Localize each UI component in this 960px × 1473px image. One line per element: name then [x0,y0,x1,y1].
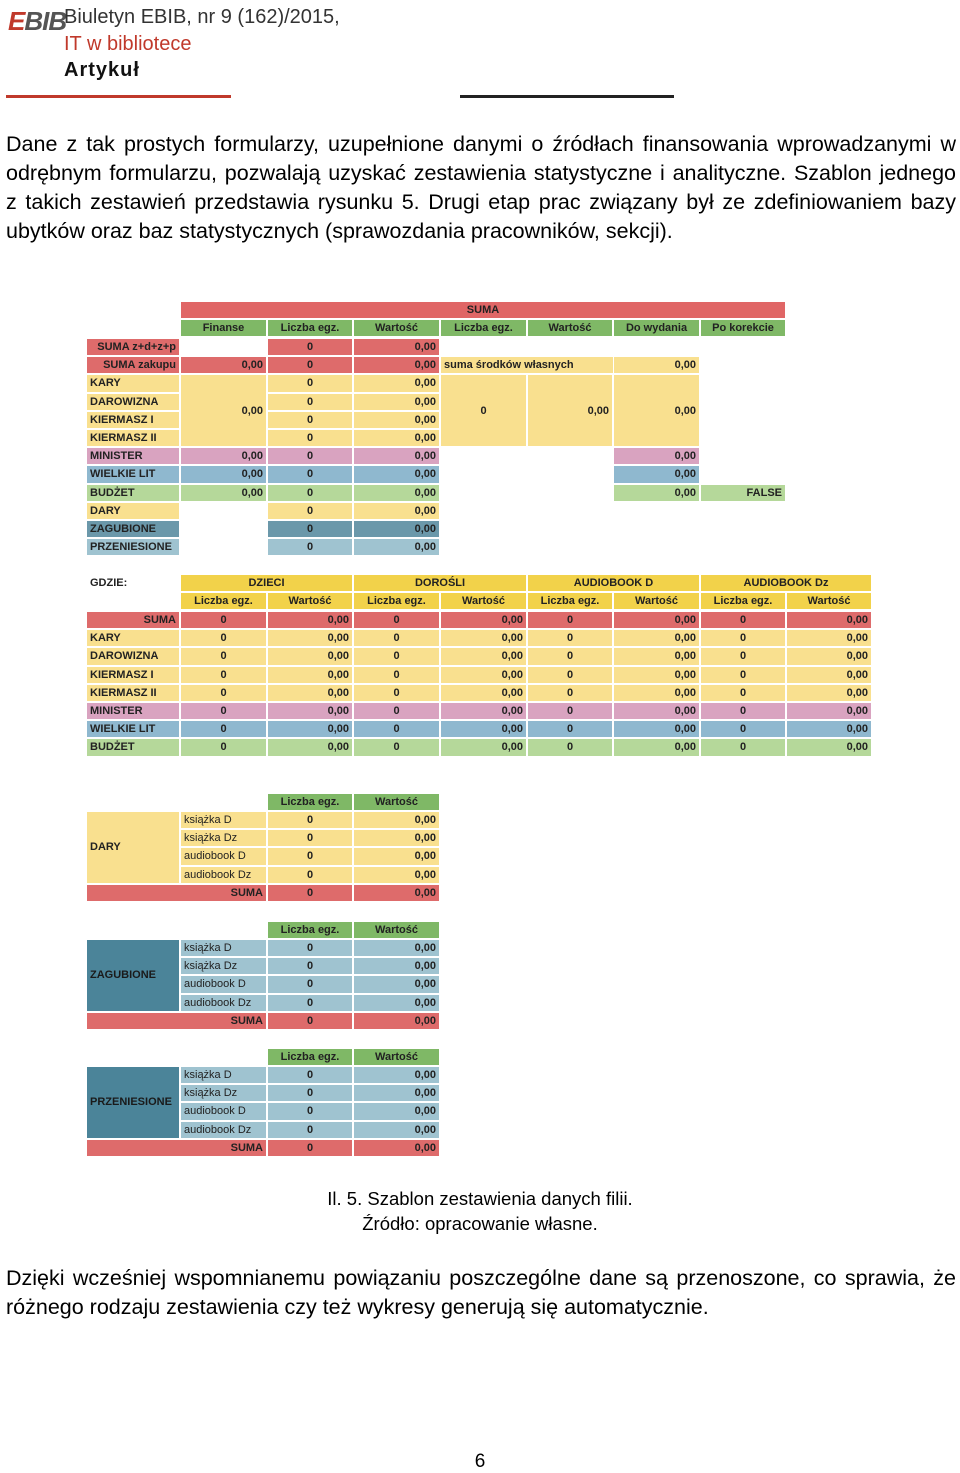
t1-row-label: SUMA z+d+z+p [86,338,180,356]
t2-value: 0 [353,738,440,756]
t1-own-funds-value: 0,00 [613,356,700,374]
t2-value: 0,00 [786,666,872,684]
small-table-count: 0 [267,975,353,993]
t2-value: 0 [527,720,613,738]
t2-group-header: AUDIOBOOK Dz [700,574,872,592]
t2-value: 0,00 [440,629,527,647]
t2-value: 0,00 [786,702,872,720]
small-table-count: 0 [267,847,353,865]
t1-count: 0 [267,356,353,374]
t2-value: 0 [700,684,786,702]
t2-value: 0,00 [786,629,872,647]
t2-value: 0,00 [267,647,353,665]
t2-value: 0 [180,647,267,665]
t1-count: 0 [267,374,353,392]
t1-count: 0 [267,538,353,556]
paragraph-intro: Dane z tak prostych formularzy, uzupełnione danymi o źródłach finansowania wprowadzanymi w odrębnym formularzu, pozwalają uzyskać zestawienia statystyczne i analityczne. Szablon jednego z takich zestawień przedstawia rysunku 5. Drugi etap prac związany był ze zdefiniowaniem bazy ubytków oraz baz statystycznych (sprawozdania pracowników, sekcji). [6,132,956,243]
t2-value: 0,00 [613,629,700,647]
t2-sub-header: Liczba egz. [180,592,267,610]
t2-value: 0 [353,629,440,647]
small-table-header: Wartość [353,921,440,939]
small-table-suma-label: SUMA [86,1012,267,1030]
t2-value: 0,00 [613,702,700,720]
t1-finanse: 0,00 [180,356,267,374]
small-table-suma-value: 0,00 [353,1139,440,1157]
small-table-count: 0 [267,866,353,884]
t1-finanse: 0,00 [180,484,267,502]
t1-row-label: BUDŻET [86,484,180,502]
t2-value: 0,00 [267,720,353,738]
t1-count: 0 [267,484,353,502]
t1-count: 0 [267,338,353,356]
t2-value: 0 [180,629,267,647]
t2-value: 0 [180,738,267,756]
small-table-count: 0 [267,957,353,975]
small-table-value: 0,00 [353,811,440,829]
t2-value: 0,00 [613,611,700,629]
small-table-value: 0,00 [353,939,440,957]
t2-sub-header: Wartość [440,592,527,610]
t1-row-label: WIELKIE LIT [86,465,180,483]
t2-value: 0 [353,720,440,738]
t2-row-label: MINISTER [86,702,180,720]
t2-row-label: WIELKIE LIT [86,720,180,738]
t2-group-header: AUDIOBOOK D [527,574,700,592]
t2-value: 0 [527,647,613,665]
small-table-name: ZAGUBIONE [86,939,180,1012]
small-table-value: 0,00 [353,829,440,847]
small-table-header: Wartość [353,1048,440,1066]
small-table-value: 0,00 [353,847,440,865]
t1-finanse-merged: 0,00 [180,374,267,447]
small-table-value: 0,00 [353,1121,440,1139]
t1-row-label: KIERMASZ II [86,429,180,447]
small-table-suma-count: 0 [267,1139,353,1157]
t2-value: 0 [527,666,613,684]
t2-row-label: BUDŻET [86,738,180,756]
t2-value: 0 [180,720,267,738]
t2-row-label: SUMA [86,611,180,629]
small-table-suma-count: 0 [267,884,353,902]
t2-value: 0 [700,647,786,665]
t1-col-header: Liczba egz. [440,319,527,337]
t2-value: 0,00 [267,666,353,684]
t1-own-funds-label: suma środków własnych [440,356,700,374]
page-number: 6 [474,1451,486,1472]
t2-value: 0,00 [613,720,700,738]
t2-value: 0,00 [613,738,700,756]
small-table-count: 0 [267,811,353,829]
t2-value: 0 [527,629,613,647]
small-table-sublabel: książka D [180,939,267,957]
small-table-suma-value: 0,00 [353,1012,440,1030]
small-table-sublabel: audiobook Dz [180,994,267,1012]
small-table-header: Liczba egz. [267,1048,353,1066]
paragraph-conclusion: Dzięki wcześniej wspomnianemu powiązaniu poszczególne dane są przenoszone, co sprawia, że różnego rodzaju zestawienia czy też wykresy generują się automatycznie. [6,1266,956,1319]
t2-value: 0 [700,702,786,720]
t2-value: 0,00 [440,720,527,738]
t1-minister-do-wydania: 0,00 [613,447,700,465]
t1-false-flag: FALSE [700,484,786,502]
t1-block-do-wydania: 0,00 [613,374,700,447]
t2-value: 0 [700,738,786,756]
small-table-value: 0,00 [353,975,440,993]
t2-value: 0,00 [267,702,353,720]
t1-count: 0 [267,520,353,538]
t2-value: 0,00 [267,684,353,702]
t1-row-label: ZAGUBIONE [86,520,180,538]
small-table-sublabel: książka Dz [180,1084,267,1102]
t2-value: 0,00 [440,611,527,629]
t1-count: 0 [267,393,353,411]
small-table-header: Liczba egz. [267,921,353,939]
t2-value: 0 [527,702,613,720]
small-table-count: 0 [267,829,353,847]
header-rule-red [6,95,231,98]
small-table-suma-label: SUMA [86,884,267,902]
t2-value: 0,00 [786,720,872,738]
small-table-suma-value: 0,00 [353,884,440,902]
t2-sub-header: Wartość [613,592,700,610]
t1-count: 0 [267,502,353,520]
t2-value: 0,00 [267,629,353,647]
t2-value: 0 [353,611,440,629]
t1-value: 0,00 [353,429,440,447]
small-table-sublabel: audiobook D [180,1102,267,1120]
t1-finanse: 0,00 [180,465,267,483]
ebib-logo: EBIB [8,6,67,36]
t2-value: 0,00 [267,611,353,629]
t2-value: 0 [700,666,786,684]
t2-sub-header: Wartość [267,592,353,610]
t2-sub-header: Liczba egz. [527,592,613,610]
t1-value: 0,00 [353,447,440,465]
journal-title: Biuletyn EBIB, nr 9 (162)/2015, [64,6,340,28]
t2-sub-header: Wartość [786,592,872,610]
t2-value: 0 [180,611,267,629]
t2-sub-header: Liczba egz. [353,592,440,610]
t1-value: 0,00 [353,374,440,392]
t2-value: 0,00 [267,738,353,756]
t2-value: 0 [353,647,440,665]
t2-group-header: DOROŚLI [353,574,527,592]
t2-value: 0,00 [786,738,872,756]
t1-title: SUMA [180,301,786,319]
small-table-count: 0 [267,1102,353,1120]
t2-value: 0,00 [440,702,527,720]
small-table-value: 0,00 [353,866,440,884]
t1-finanse: 0,00 [180,447,267,465]
t2-value: 0 [527,738,613,756]
small-table-suma-count: 0 [267,1012,353,1030]
t1-col-header: Wartość [353,319,440,337]
small-table-count: 0 [267,1084,353,1102]
t1-count: 0 [267,411,353,429]
t2-value: 0 [180,666,267,684]
small-table-count: 0 [267,939,353,957]
t2-value: 0,00 [440,738,527,756]
t2-gdzie-label: GDZIE: [86,574,180,592]
small-table-header: Liczba egz. [267,793,353,811]
page-header [0,0,960,110]
figure-caption: Il. 5. Szablon zestawienia danych filii. [327,1188,633,1209]
t2-value: 0 [353,684,440,702]
small-table-value: 0,00 [353,1084,440,1102]
t1-col-header: Po korekcie [700,319,786,337]
t2-value: 0,00 [786,647,872,665]
t2-value: 0,00 [440,684,527,702]
t1-value: 0,00 [353,520,440,538]
section-label: Artykuł [64,59,140,81]
small-table-value: 0,00 [353,1102,440,1120]
t2-row-label: KIERMASZ I [86,666,180,684]
t1-col-header: Liczba egz. [267,319,353,337]
t1-col-header: Wartość [527,319,613,337]
t1-budzet-do-wydania: 0,00 [613,484,700,502]
small-table-sublabel: audiobook Dz [180,1121,267,1139]
small-table-value: 0,00 [353,957,440,975]
t1-value: 0,00 [353,356,440,374]
t1-row-label: KIERMASZ I [86,411,180,429]
t2-value: 0,00 [613,666,700,684]
t1-value: 0,00 [353,338,440,356]
t2-value: 0,00 [440,647,527,665]
t1-value: 0,00 [353,393,440,411]
small-table-sublabel: książka D [180,811,267,829]
small-table-sublabel: audiobook D [180,975,267,993]
small-table-sublabel: książka D [180,1066,267,1084]
t2-value: 0 [180,684,267,702]
t2-value: 0 [527,611,613,629]
t1-value: 0,00 [353,502,440,520]
t2-value: 0 [353,702,440,720]
small-table-count: 0 [267,1121,353,1139]
t1-block-count: 0 [440,374,527,447]
t2-value: 0,00 [613,647,700,665]
t2-value: 0,00 [786,611,872,629]
t1-col-header: Finanse [180,319,267,337]
t1-value: 0,00 [353,465,440,483]
small-table-count: 0 [267,994,353,1012]
t1-wielkie-do-wydania: 0,00 [613,465,700,483]
t1-row-label: KARY [86,374,180,392]
t1-count: 0 [267,465,353,483]
t1-value: 0,00 [353,538,440,556]
t2-value: 0 [527,684,613,702]
t1-value: 0,00 [353,411,440,429]
t1-count: 0 [267,429,353,447]
t1-block-value: 0,00 [527,374,613,447]
small-table-name: PRZENIESIONE [86,1066,180,1139]
t2-value: 0 [700,611,786,629]
t1-value: 0,00 [353,484,440,502]
t2-group-header: DZIECI [180,574,353,592]
t2-value: 0 [700,720,786,738]
issue-theme: IT w bibliotece [64,33,192,55]
t2-value: 0 [353,666,440,684]
t1-col-header: Do wydania [613,319,700,337]
t2-row-label: KARY [86,629,180,647]
small-table-sublabel: książka Dz [180,957,267,975]
small-table-value: 0,00 [353,994,440,1012]
t2-value: 0 [700,629,786,647]
small-table-sublabel: audiobook D [180,847,267,865]
t2-value: 0,00 [786,684,872,702]
figure-source: Źródło: opracowanie własne. [362,1213,598,1234]
small-table-sublabel: książka Dz [180,829,267,847]
t1-count: 0 [267,447,353,465]
t1-row-label: DAROWIZNA [86,393,180,411]
t1-row-label: PRZENIESIONE [86,538,180,556]
t2-value: 0,00 [613,684,700,702]
small-table-name: DARY [86,811,180,884]
small-table-suma-label: SUMA [86,1139,267,1157]
t2-row-label: KIERMASZ II [86,684,180,702]
small-table-sublabel: audiobook Dz [180,866,267,884]
t2-sub-header: Liczba egz. [700,592,786,610]
t2-value: 0 [180,702,267,720]
small-table-count: 0 [267,1066,353,1084]
t2-row-label: DAROWIZNA [86,647,180,665]
t1-row-label: SUMA zakupu [86,356,180,374]
small-table-value: 0,00 [353,1066,440,1084]
t1-row-label: DARY [86,502,180,520]
header-rule-dark [460,95,674,98]
t2-value: 0,00 [440,666,527,684]
small-table-header: Wartość [353,793,440,811]
t1-row-label: MINISTER [86,447,180,465]
